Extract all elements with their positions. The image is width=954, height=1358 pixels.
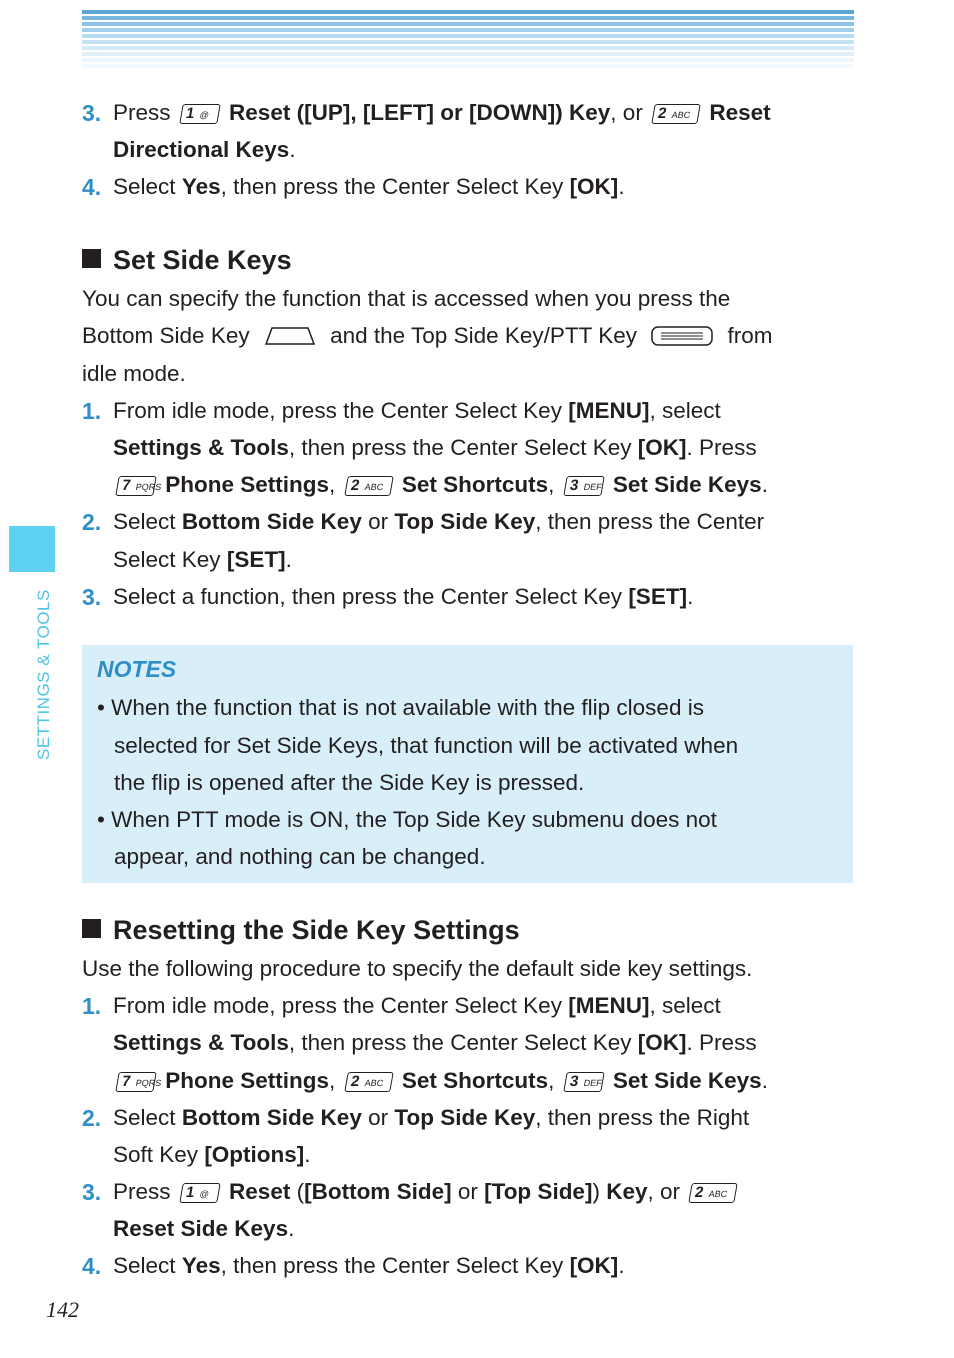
key-7-icon: 7 PQRS: [115, 476, 157, 496]
side-tab-label: SETTINGS & TOOLS: [34, 589, 53, 760]
step-text: Select Yes, then press the Center Select Key [OK].: [113, 1253, 625, 1278]
step-number: 4.: [82, 174, 102, 200]
key-3-icon: 3 DEF: [563, 1072, 605, 1092]
notes-title: NOTES: [97, 656, 177, 682]
step-text: Select Bottom Side Key or Top Side Key, then press the Center: [113, 509, 765, 534]
note-text: the flip is opened after the Side Key is pressed.: [114, 770, 585, 795]
step-text: From idle mode, press the Center Select Key [MENU], select: [113, 398, 721, 423]
note-text: selected for Set Side Keys, that function will be activated when: [114, 733, 739, 758]
square-bullet-icon: [82, 249, 101, 268]
key-2-icon: 2 ABC: [344, 1072, 394, 1092]
paragraph: Use the following procedure to specify the default side key settings.: [82, 956, 753, 981]
step-text: Settings & Tools, then press the Center Select Key [OK]. Press: [113, 435, 757, 460]
step-text: Press 1 @ Reset ([Bottom Side] or [Top Side]) Key, or 2 ABC: [113, 1179, 740, 1205]
step-text: Select Key [SET].: [113, 547, 292, 572]
step-text: Press 1 @ Reset ([UP], [LEFT] or [DOWN]) Key, or 2 ABC Reset: [113, 100, 771, 125]
step-text: Reset Side Keys.: [113, 1216, 295, 1241]
step-text: Soft Key [Options].: [113, 1142, 311, 1167]
ptt-key-icon: [649, 324, 715, 348]
step-text: Directional Keys.: [113, 137, 296, 162]
step-text: 7 PQRS Phone Settings, 2 ABC Set Shortcuts, 3 DEF Set Side Keys.: [113, 1068, 768, 1094]
note-text: • When the function that is not available with the flip closed is: [97, 695, 704, 720]
side-tab-marker: [9, 526, 55, 572]
step-number: 3.: [82, 584, 102, 610]
key-2-icon: 2 ABC: [651, 104, 701, 124]
step-number: 3.: [82, 100, 102, 126]
header-banner: [82, 10, 854, 78]
paragraph: idle mode.: [82, 361, 186, 386]
step-number: 2.: [82, 509, 102, 535]
key-3-icon: 3 DEF: [563, 476, 605, 496]
section-heading: Set Side Keys: [82, 245, 292, 275]
step-text: Select Yes, then press the Center Select Key [OK].: [113, 174, 625, 199]
bottom-side-key-icon: [262, 324, 318, 348]
key-1-icon: 1 @: [179, 104, 221, 124]
step-text: From idle mode, press the Center Select Key [MENU], select: [113, 993, 721, 1018]
paragraph: Bottom Side Key and the Top Side Key/PTT Key from: [82, 323, 773, 348]
step-text: 7 PQRS Phone Settings, 2 ABC Set Shortcuts, 3 DEF Set Side Keys.: [113, 472, 768, 498]
step-text: Settings & Tools, then press the Center Select Key [OK]. Press: [113, 1030, 757, 1055]
step-number: 1.: [82, 993, 102, 1019]
key-7-icon: 7 PQRS: [115, 1072, 157, 1092]
note-text: appear, and nothing can be changed.: [114, 844, 486, 869]
step-number: 3.: [82, 1179, 102, 1205]
step-text: Select a function, then press the Center Select Key [SET].: [113, 584, 694, 609]
step-number: 1.: [82, 398, 102, 424]
square-bullet-icon: [82, 919, 101, 938]
step-number: 4.: [82, 1253, 102, 1279]
page-number: 142: [46, 1297, 79, 1322]
paragraph: You can specify the function that is accessed when you press the: [82, 286, 731, 311]
note-text: • When PTT mode is ON, the Top Side Key submenu does not: [97, 807, 717, 832]
key-1-icon: 1 @: [179, 1183, 221, 1203]
key-2-icon: 2 ABC: [689, 1183, 739, 1203]
section-heading: Resetting the Side Key Settings: [82, 915, 520, 945]
step-number: 2.: [82, 1105, 102, 1131]
step-text: Select Bottom Side Key or Top Side Key, then press the Right: [113, 1105, 750, 1130]
key-2-icon: 2 ABC: [344, 476, 394, 496]
